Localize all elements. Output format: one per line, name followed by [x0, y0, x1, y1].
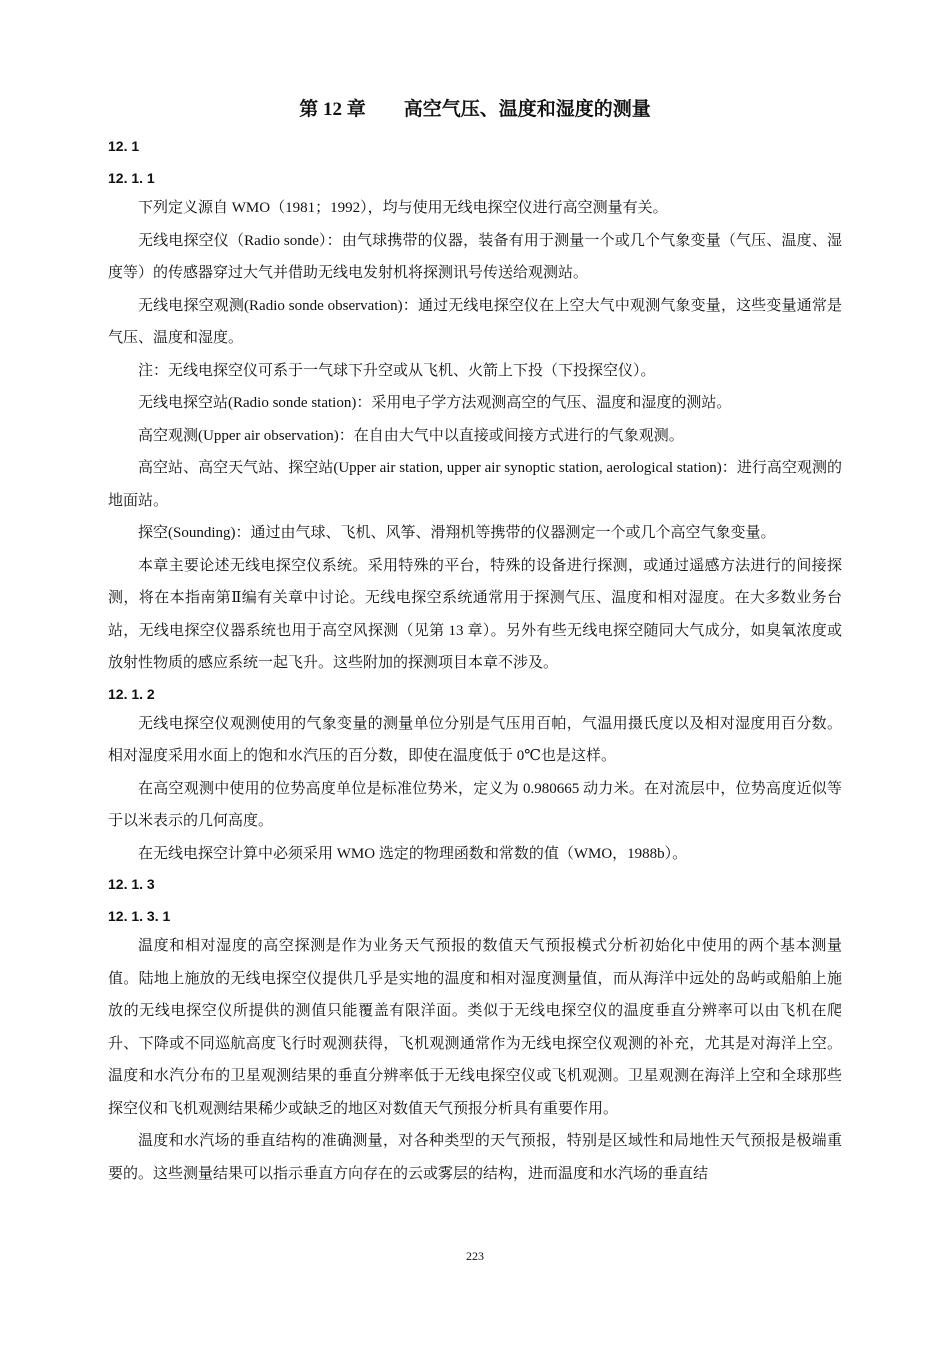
paragraph-radiosonde-definition: 无线电探空仪（Radio sonde）：由气球携带的仪器，装备有用于测量一个或几个气象变量（气压、温度、湿度等）的传感器穿过大气并借助无线电发射机将探测讯号传送给观测站。	[108, 232, 842, 281]
section-heading-12-1: 12. 1	[108, 138, 140, 154]
paragraph-upper-air-observation: 高空观测(Upper air observation)：在自由大气中以直接或间接方式进行的气象观测。	[138, 427, 684, 444]
page-number: 223	[466, 1249, 484, 1263]
section-heading-12-1-1: 12. 1. 1	[108, 170, 155, 186]
section-heading-12-1-3-1: 12. 1. 3. 1	[108, 908, 171, 924]
paragraph-constants: 在无线电探空计算中必须采用 WMO 选定的物理函数和常数的值（WMO，1988b）。	[138, 845, 688, 862]
paragraph-geopotential: 在高空观测中使用的位势高度单位是标准位势米，定义为 0.980665 动力米。在对流层中，位势高度近似等于以米表示的几何高度。	[108, 780, 842, 829]
paragraph-upper-air-station: 高空站、高空天气站、探空站(Upper air station, upper air synoptic station, aerological station)：进行高空观测的地面站。	[108, 460, 842, 509]
paragraph-radiosonde-observation: 无线电探空观测(Radio sonde observation)：通过无线电探空仪在上空大气中观测气象变量，这些变量通常是气压、温度和湿度。	[108, 297, 842, 346]
paragraph-measurement-importance: 温度和相对湿度的高空探测是作为业务天气预报的数值天气预报模式分析初始化中使用的两个基本测量值。陆地上施放的无线电探空仪提供几乎是实地的温度和相对湿度测量值，而从海洋中远处的岛屿或船舶上施放的无线电探空仪所提供的测值只能覆盖有限洋面。类似于无线电探空仪的温度垂直分辨率可以由飞机在爬升、下降或不同巡航高度飞行时观测获得，飞机观测通常作为无线电探空仪观测的补充，尤其是对海洋上空。温度和水汽分布的卫星观测结果的垂直分辨率低于无线电探空仪或飞机观测。卫星观测在海洋上空和全球那些探空仪和飞机观测结果稀少或缺乏的地区对数值天气预报分析具有重要作用。	[108, 938, 842, 1117]
paragraph-vertical-structure: 温度和水汽场的垂直结构的准确测量，对各种类型的天气预报，特别是区域性和局地性天气预报是极端重要的。这些测量结果可以指示垂直方向存在的云或雾层的结构，进而温度和水汽场的垂直结	[108, 1133, 842, 1182]
paragraph-definitions-source: 下列定义源自 WMO（1981；1992），均与使用无线电探空仪进行高空测量有关。	[138, 200, 668, 216]
paragraph-chapter-scope: 本章主要论述无线电探空仪系统。采用特殊的平台，特殊的设备进行探测，或通过遥感方法进行的间接探测，将在本指南第Ⅱ编有关章中讨论。无线电探空系统通常用于探测气压、温度和相对湿度。在大多数业务台站，无线电探空仪器系统也用于高空风探测（见第 13 章）。另外有些无线电探空随同大气成分，如臭氧浓度或放射性物质的感应系统一起飞升。这些附加的探测项目本章不涉及。	[108, 557, 842, 671]
paragraph-radiosonde-station: 无线电探空站(Radio sonde station)：采用电子学方法观测高空的气压、温度和湿度的测站。	[138, 395, 732, 411]
paragraph-units: 无线电探空仪观测使用的气象变量的测量单位分别是气压用百帕，气温用摄氏度以及相对湿度用百分数。相对湿度采用水面上的饱和水汽压的百分数，即使在温度低于 0℃也是这样。	[108, 715, 842, 764]
chapter-title: 第 12 章 高空气压、温度和湿度的测量	[299, 99, 651, 120]
section-heading-12-1-2: 12. 1. 2	[108, 685, 155, 702]
paragraph-sounding: 探空(Sounding)：通过由气球、飞机、风筝、滑翔机等携带的仪器测定一个或几个高空气象变量。	[138, 525, 776, 541]
page-content	[108, 96, 842, 1190]
section-heading-12-1-3: 12. 1. 3	[108, 876, 155, 892]
paragraph-note: 注：无线电探空仪可系于一气球下升空或从飞机、火箭上下投（下投探空仪）。	[138, 362, 656, 379]
